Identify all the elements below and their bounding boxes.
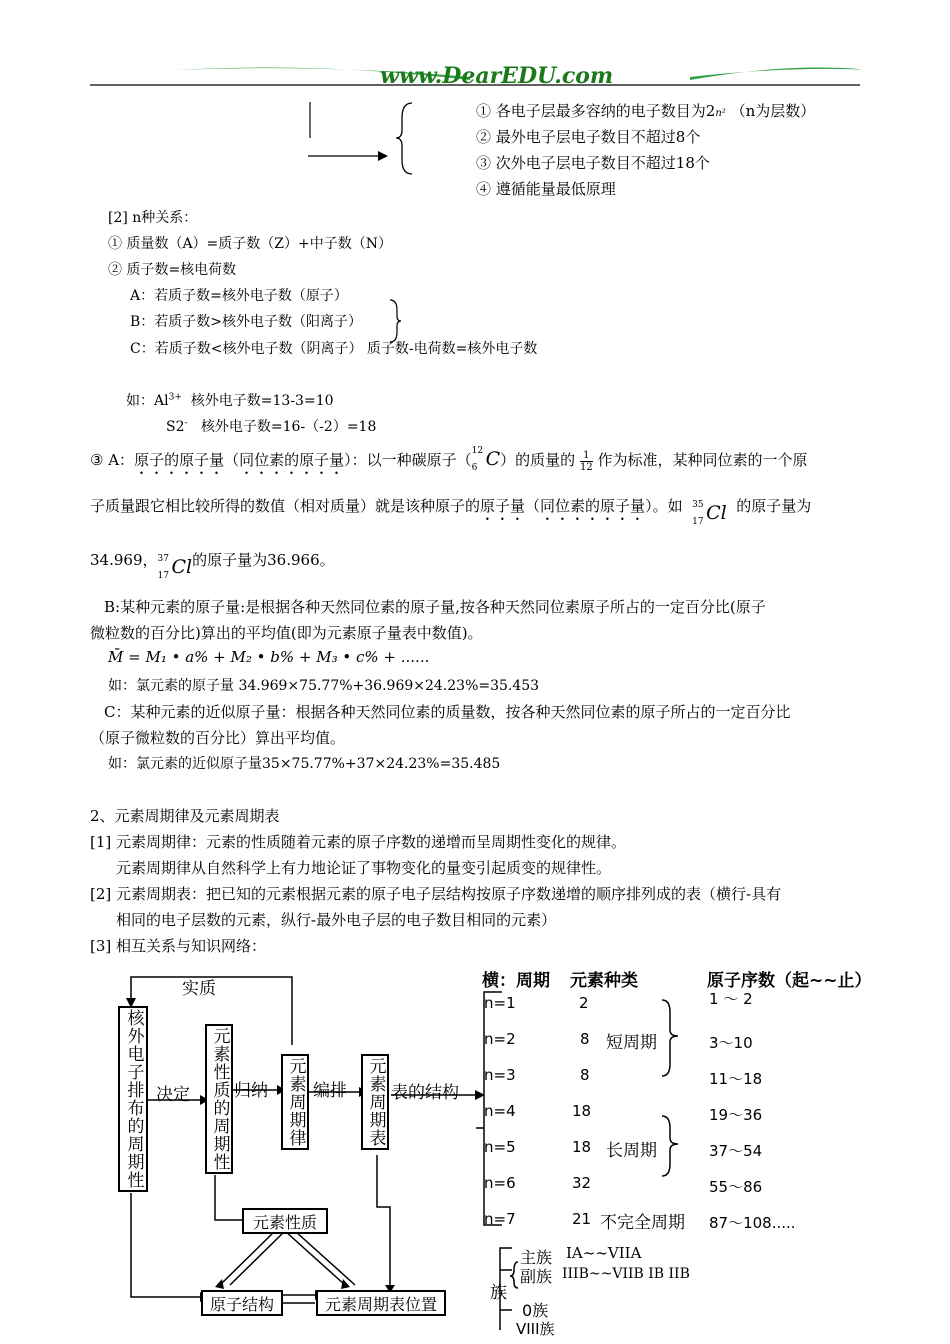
atomic-mass-b-line-1: B:某种元素的原子量:是根据各种天然同位素的原子量,按各种天然同位素原子所占的一定百分比(原子	[104, 598, 766, 616]
table-header-kinds: 元素种类	[570, 971, 638, 991]
atomic-mass-line-1: ③ A：原子的原子量（同位素的原子量）：以一种碳原子（ 12 6 C）的质量的 $\frac{1}{12}$ 作为标准，某种同位素的一个原	[90, 446, 808, 473]
example-s: S2- 核外电子数=16-（-2）=18	[166, 418, 377, 435]
label-zero-group: 0族	[522, 1301, 549, 1320]
main-group-range: IA~~VIIA	[566, 1244, 642, 1262]
box-periodic-table: 元素周期表	[361, 1054, 389, 1150]
period-count: 8	[580, 1066, 590, 1084]
rule-3: ③ 次外电子层电子数目不超过18个	[476, 154, 710, 172]
relation-c-tail: 质子数-电荷数=核外电子数	[366, 341, 538, 357]
section-2-1-line-1: [1] 元素周期律：元素的性质随着元素的原子序数的递增而呈周期性变化的规律。	[90, 833, 627, 851]
atomic-mass-c-line-2: （原子微粒数的百分比）算出平均值。	[90, 729, 346, 747]
relation-b: B：若质子数>核外电子数（阳离子）	[130, 314, 363, 330]
table-header-range: 原子序数（起~~止）	[707, 971, 872, 991]
period-range: 1 ～ 2	[709, 990, 753, 1008]
chlorine-37-nuclide: 37 17 Cl	[157, 554, 193, 581]
relation-item-2: ② 质子数=核电荷数	[108, 262, 237, 278]
rule-4: ④ 遵循能量最低原理	[476, 180, 616, 198]
example-al: 如：$Al^{3+}$ 核外电子数=13-3=10	[126, 392, 334, 409]
carbon-12-nuclide: 12 6 C	[471, 446, 501, 473]
period-count: 18	[572, 1138, 592, 1156]
label-incomplete-period: 不完全周期	[600, 1213, 685, 1233]
period-range: 3～10	[709, 1034, 753, 1052]
box-atomic-structure: 原子结构	[201, 1290, 283, 1316]
section-2-3: [3] 相互关系与知识网络：	[90, 937, 267, 955]
example-chlorine-mass: 如：氯元素的原子量 34.969×75.77%+36.969×24.23%=35.453	[108, 678, 540, 694]
label-decide: 决定	[156, 1085, 190, 1105]
period-count: 21	[572, 1210, 592, 1228]
relations-title: [2] n种关系：	[108, 210, 198, 226]
period-count: 8	[580, 1030, 590, 1048]
relation-brace	[388, 298, 402, 344]
period-n: n=1	[484, 994, 516, 1012]
section-2-1-line-2: 元素周期律从自然科学上有力地论证了事物变化的量变引起质变的规律性。	[116, 859, 612, 877]
label-arrange: 编排	[313, 1081, 347, 1101]
label-table-structure: 表的结构	[391, 1083, 459, 1103]
section-2-title: 2、元素周期律及元素周期表	[90, 807, 280, 825]
sub-group-range: IIIB~~VIIB IB IIB	[562, 1266, 690, 1282]
period-n: n=4	[484, 1102, 516, 1120]
section-2-2-line-2: 相同的电子层数的元素，纵行-最外电子层的电子数目相同的元素）	[116, 911, 557, 929]
period-count: 32	[572, 1174, 592, 1192]
label-main-group: 主族	[520, 1248, 553, 1267]
rules-arrow-brace	[300, 100, 420, 180]
relation-item-1: ① 质量数（A）=质子数（Z）+中子数（N）	[108, 236, 392, 252]
period-n: n=2	[484, 1030, 516, 1048]
box-element-property: 元素性质	[242, 1208, 328, 1234]
diagram-connectors	[95, 965, 495, 1340]
label-long-period: 长周期	[606, 1141, 657, 1161]
period-count: 18	[572, 1102, 592, 1120]
table-header-horizontal: 横：周期	[482, 971, 550, 991]
example-chlorine-approx: 如：氯元素的近似原子量35×75.77%+37×24.23%=35.485	[108, 756, 501, 772]
header-site-name: www.DearEDU.com	[380, 63, 614, 89]
rule-1: ① 各电子层最多容纳的电子数目为2n² （n为层数）	[476, 102, 816, 120]
label-sub-group: 副族	[520, 1267, 553, 1286]
period-n: n=5	[484, 1138, 516, 1156]
period-n: n=6	[484, 1174, 516, 1192]
chlorine-35-nuclide: 35 17 Cl	[692, 500, 727, 527]
box-table-position: 元素周期表位置	[316, 1290, 446, 1316]
relation-c: C：若质子数<核外电子数（阴离子） 质子数-电荷数=核外电子数	[130, 341, 538, 357]
period-n: n=7	[484, 1210, 516, 1228]
box-electron-configuration: 核外电子排布的周期性	[118, 1006, 148, 1192]
label-short-period: 短周期	[606, 1033, 657, 1053]
label-essence: 实质	[182, 979, 216, 999]
label-eight-group: VIII族	[516, 1320, 555, 1338]
relation-a: A：若质子数=核外电子数（原子）	[130, 288, 348, 304]
period-range: 55～86	[709, 1178, 763, 1196]
box-property-periodicity: 元素性质的周期性	[205, 1024, 233, 1174]
label-group: 族	[490, 1283, 507, 1303]
box-periodic-law: 元素周期律	[281, 1054, 309, 1150]
atomic-mass-line-2: 子质量跟它相比较所得的数值（相对质量）就是该种原子的原子量（同位素的原子量）。如 35 17 Cl 的原子量为	[90, 497, 812, 527]
rule-2: ② 最外电子层电子数目不超过8个	[476, 128, 701, 146]
period-n: n=3	[484, 1066, 516, 1084]
period-range: 11～18	[709, 1070, 763, 1088]
period-range: 37～54	[709, 1142, 763, 1160]
period-range: 87～108.....	[709, 1214, 796, 1232]
period-range: 19～36	[709, 1106, 763, 1124]
rule-1-symbol: n²	[715, 108, 726, 119]
period-count: 2	[579, 994, 589, 1012]
atomic-mass-c-line-1: C：某种元素的近似原子量：根据各种天然同位素的质量数，按各种天然同位素的原子所占的一定百分比	[104, 703, 791, 721]
label-induce: 归纳	[234, 1081, 268, 1101]
atomic-mass-b-line-2: 微粒数的百分比)算出的平均值(即为元素原子量表中数值)。	[90, 624, 483, 642]
average-mass-formula: M̄ = M₁ • a% + M₂ • b% + M₃ • c% + ......	[108, 648, 430, 666]
section-2-2-line-1: [2] 元素周期表：把已知的元素根据元素的原子电子层结构按原子序数递增的顺序排列成的表（横行-具有	[90, 885, 782, 903]
atomic-mass-line-3: 34.969， 37 17 Cl的原子量为36.966。	[90, 551, 335, 581]
one-twelfth-fraction: $\frac{1}{12}$	[579, 449, 593, 473]
